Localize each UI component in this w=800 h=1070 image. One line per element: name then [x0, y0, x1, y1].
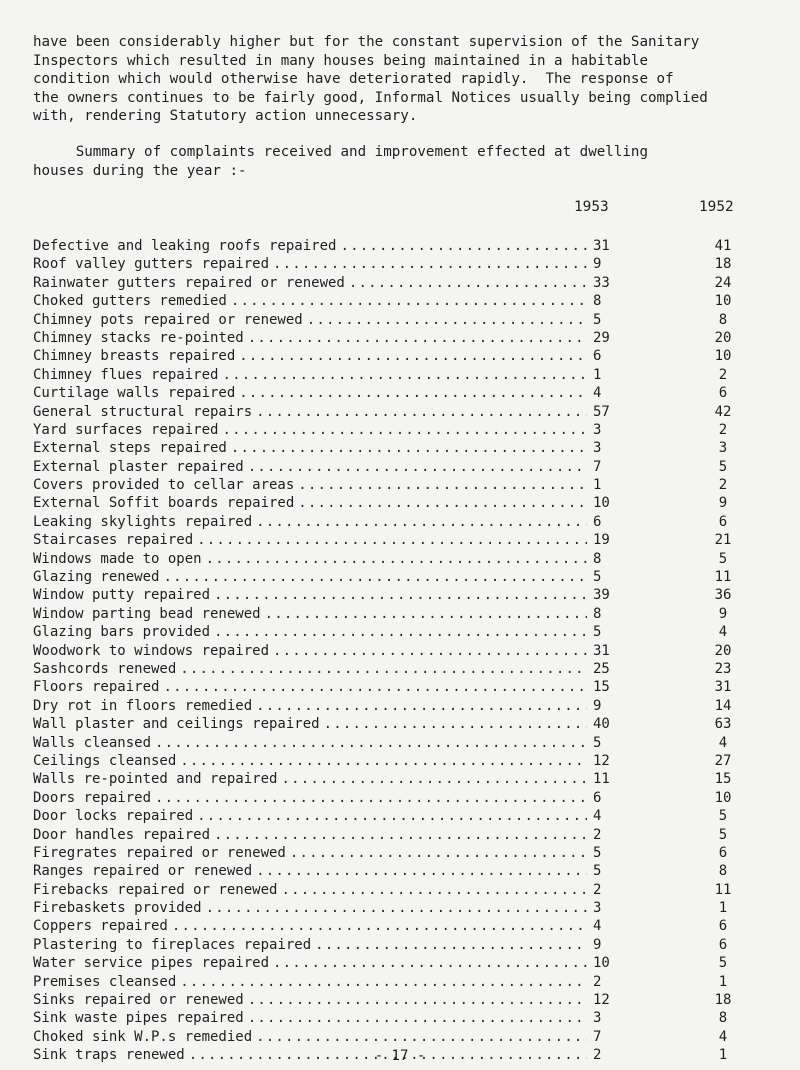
value-1952: 9: [718, 605, 728, 622]
row-label: Choked sink W.P.s remedied: [33, 1028, 253, 1045]
dot-leader: [256, 862, 587, 880]
summary-table: [33, 237, 753, 1065]
dot-leader: [231, 439, 587, 457]
table-row: [33, 752, 753, 770]
value-1953: 33: [593, 274, 610, 291]
row-label: Roof valley gutters repaired: [33, 256, 270, 273]
value-1952: 5: [718, 955, 728, 972]
table-row: [33, 844, 753, 862]
summary-line: Summary of complaints received and improvement effected at dwelling: [33, 144, 649, 160]
row-label: Glazing renewed: [33, 569, 160, 586]
table-row: [33, 623, 753, 641]
column-header-1952: 1952: [699, 199, 734, 215]
dot-leader: [298, 476, 587, 494]
value-1953: 10: [593, 955, 610, 972]
value-1953: 2: [593, 881, 602, 898]
row-label: External plaster repaired: [33, 458, 244, 475]
value-1952: 6: [718, 385, 728, 402]
row-label: Firebaskets provided: [33, 900, 202, 917]
row-label: External steps repaired: [33, 440, 227, 457]
table-row: [33, 605, 753, 623]
table-row: [33, 991, 753, 1009]
table-row: [33, 862, 753, 880]
dot-leader: [273, 954, 587, 972]
dot-leader: [273, 255, 587, 273]
value-1953: 40: [593, 716, 610, 733]
value-1952: 9: [718, 495, 728, 512]
dot-leader: [163, 678, 587, 696]
row-label: Defective and leaking roofs repaired: [33, 238, 337, 254]
value-1952: 6: [718, 936, 728, 953]
value-1952: 4: [718, 1028, 728, 1045]
table-row: [33, 770, 753, 788]
row-label: Water service pipes repaired: [33, 955, 270, 972]
table-row: [33, 734, 753, 752]
row-label: Door locks repaired: [33, 808, 194, 825]
value-1952: 10: [714, 789, 732, 806]
table-row: [33, 311, 753, 329]
table-row: [33, 881, 753, 899]
row-label: Window putty repaired: [33, 587, 211, 604]
row-label: Floors repaired: [33, 679, 160, 696]
value-1953: 6: [593, 513, 602, 530]
value-1952: 10: [714, 293, 732, 310]
dot-leader: [265, 605, 587, 623]
row-label: Dry rot in floors remedied: [33, 697, 253, 714]
table-row: [33, 513, 753, 531]
value-1953: 29: [593, 329, 610, 346]
value-1952: 8: [718, 863, 728, 880]
value-1952: 8: [718, 1010, 728, 1027]
row-label: Staircases repaired: [33, 532, 194, 549]
value-1952: 23: [714, 660, 732, 677]
table-row: [33, 936, 753, 954]
row-label: Ranges repaired or renewed: [33, 863, 253, 880]
value-1952: 21: [714, 532, 732, 549]
row-label: Doors repaired: [33, 789, 152, 806]
intro-line: with, rendering Statutory action unnecessary.: [33, 108, 418, 124]
value-1952: 8: [718, 311, 728, 328]
table-row: [33, 274, 753, 292]
row-label: Curtilage walls repaired: [33, 385, 236, 402]
value-1953: 3: [593, 900, 602, 917]
dot-leader: [180, 973, 587, 991]
value-1952: 14: [714, 697, 732, 714]
row-label: General structural repairs: [33, 403, 253, 420]
row-label: Walls re-pointed and repaired: [33, 771, 278, 788]
column-header-1953: 1953: [574, 199, 609, 215]
dot-leader: [273, 642, 587, 660]
value-1953: 1: [593, 366, 602, 383]
dot-leader: [197, 531, 587, 549]
dot-leader: [222, 421, 587, 439]
table-row: [33, 899, 753, 917]
value-1952: 4: [718, 624, 728, 641]
value-1952: 6: [718, 513, 728, 530]
row-label: Coppers repaired: [33, 918, 168, 935]
page-number: - 17 -: [374, 1048, 426, 1064]
row-label: Chimney flues repaired: [33, 366, 219, 383]
row-label: Plastering to fireplaces repaired: [33, 936, 312, 953]
summary-line: houses during the year :-: [33, 162, 247, 179]
value-1953: 15: [593, 679, 610, 696]
table-row: [33, 403, 753, 421]
summary-heading: [33, 143, 773, 180]
value-1953: 57: [593, 403, 610, 420]
value-1953: 4: [593, 808, 602, 825]
value-1953: 12: [593, 992, 610, 1009]
dot-leader: [324, 715, 587, 733]
dot-leader: [248, 1009, 587, 1027]
table-row: [33, 366, 753, 384]
row-label: Firegrates repaired or renewed: [33, 844, 286, 861]
value-1953: 8: [593, 605, 602, 622]
value-1952: 18: [714, 992, 732, 1009]
table-row: [33, 439, 753, 457]
dot-leader: [349, 274, 587, 292]
value-1952: 4: [718, 734, 728, 751]
dot-leader: [206, 899, 587, 917]
value-1952: 1: [718, 1047, 728, 1064]
value-1953: 2: [593, 826, 602, 843]
table-row: [33, 586, 753, 604]
dot-leader: [163, 568, 587, 586]
dot-leader: [214, 826, 587, 844]
table-row: [33, 237, 753, 255]
value-1953: 8: [593, 550, 602, 567]
dot-leader: [248, 329, 587, 347]
dot-leader: [315, 936, 587, 954]
value-1953: 2: [593, 1047, 602, 1064]
value-1952: 41: [714, 238, 732, 254]
row-label: Window parting bead renewed: [33, 605, 261, 622]
table-row: [33, 476, 753, 494]
value-1953: 7: [593, 1028, 602, 1045]
value-1953: 5: [593, 863, 602, 880]
dot-leader: [256, 403, 587, 421]
dot-leader: [206, 550, 587, 568]
intro-line: Inspectors which resulted in many houses being maintained in a habitable: [33, 52, 648, 69]
dot-leader: [172, 917, 587, 935]
row-label: Covers provided to cellar areas: [33, 477, 295, 494]
table-row: [33, 384, 753, 402]
value-1952: 31: [714, 679, 732, 696]
dot-leader: [222, 366, 587, 384]
row-label: Wall plaster and ceilings repaired: [33, 716, 320, 733]
value-1953: 5: [593, 844, 602, 861]
value-1953: 31: [593, 642, 610, 659]
dot-leader: [214, 623, 587, 641]
dot-leader: [298, 494, 587, 512]
row-label: Chimney breasts repaired: [33, 348, 236, 365]
dot-leader: [197, 807, 587, 825]
dot-leader: [180, 752, 587, 770]
value-1952: 5: [718, 458, 728, 475]
row-label: Chimney pots repaired or renewed: [33, 311, 303, 328]
row-label: Sink waste pipes repaired: [33, 1010, 244, 1027]
value-1953: 31: [593, 238, 610, 254]
table-row: [33, 494, 753, 512]
table-row: [33, 329, 753, 347]
row-label: Glazing bars provided: [33, 624, 211, 641]
row-label: Choked gutters remedied: [33, 293, 227, 310]
row-label: Sashcords renewed: [33, 660, 177, 677]
dot-leader: [256, 513, 587, 531]
dot-leader: [248, 458, 587, 476]
dot-leader: [340, 237, 587, 255]
value-1953: 3: [593, 1010, 602, 1027]
value-1953: 5: [593, 311, 602, 328]
value-1952: 15: [714, 771, 732, 788]
table-row: [33, 973, 753, 991]
value-1952: 20: [714, 642, 732, 659]
value-1952: 2: [718, 366, 728, 383]
row-label: Firebacks repaired or renewed: [33, 881, 278, 898]
table-row: [33, 347, 753, 365]
intro-paragraph: [33, 33, 788, 126]
dot-leader: [239, 347, 587, 365]
row-label: Walls cleansed: [33, 734, 152, 751]
value-1953: 6: [593, 789, 602, 806]
row-label: Ceilings cleansed: [33, 752, 177, 769]
table-row: [33, 660, 753, 678]
row-label: External Soffit boards repaired: [33, 495, 295, 512]
value-1953: 1: [593, 477, 602, 494]
table-row: [33, 917, 753, 935]
row-label: Premises cleansed: [33, 973, 177, 990]
table-row: [33, 697, 753, 715]
value-1952: 1: [718, 973, 728, 990]
dot-leader: [290, 844, 587, 862]
value-1953: 7: [593, 458, 602, 475]
value-1953: 3: [593, 421, 602, 438]
value-1953: 3: [593, 440, 602, 457]
row-label: Windows made to open: [33, 550, 202, 567]
value-1953: 5: [593, 624, 602, 641]
dot-leader: [231, 292, 587, 310]
value-1952: 42: [714, 403, 732, 420]
dot-leader: [239, 384, 587, 402]
value-1952: 36: [714, 587, 732, 604]
value-1952: 1: [718, 900, 728, 917]
dot-leader: [281, 881, 587, 899]
dot-leader: [307, 311, 587, 329]
row-label: Rainwater gutters repaired or renewed: [33, 274, 345, 291]
value-1952: 6: [718, 844, 728, 861]
value-1952: 3: [718, 440, 728, 457]
value-1952: 5: [718, 550, 728, 567]
table-row: [33, 678, 753, 696]
value-1952: 2: [718, 421, 728, 438]
row-label: Leaking skylights repaired: [33, 513, 253, 530]
table-row: [33, 826, 753, 844]
value-1953: 9: [593, 697, 602, 714]
intro-line: the owners continues to be fairly good, Informal Notices usually being complied: [33, 89, 708, 106]
table-row: [33, 642, 753, 660]
value-1953: 4: [593, 385, 602, 402]
intro-line: condition which would otherwise have deteriorated rapidly. The response of: [33, 71, 674, 87]
value-1953: 4: [593, 918, 602, 935]
table-row: [33, 292, 753, 310]
value-1953: 5: [593, 734, 602, 751]
row-label: Chimney stacks re-pointed: [33, 329, 244, 346]
value-1952: 10: [714, 348, 732, 365]
dot-leader: [214, 586, 587, 604]
table-row: [33, 1009, 753, 1027]
row-label: Woodwork to windows repaired: [33, 642, 270, 659]
dot-leader: [256, 697, 587, 715]
value-1952: 27: [714, 752, 732, 769]
dot-leader: [155, 734, 587, 752]
value-1953: 6: [593, 348, 602, 365]
table-row: [33, 954, 753, 972]
dot-leader: [256, 1028, 587, 1046]
value-1952: 63: [714, 716, 732, 733]
value-1953: 9: [593, 256, 602, 273]
value-1953: 19: [593, 532, 610, 549]
value-1953: 25: [593, 660, 610, 677]
value-1952: 5: [718, 826, 728, 843]
table-row: [33, 789, 753, 807]
value-1953: 5: [593, 569, 602, 586]
value-1953: 12: [593, 752, 610, 769]
value-1953: 11: [593, 771, 610, 788]
table-row: [33, 421, 753, 439]
value-1952: 18: [714, 256, 732, 273]
table-row: [33, 550, 753, 568]
row-label: Yard surfaces repaired: [33, 421, 219, 438]
intro-line: have been considerably higher but for the constant supervision of the Sanitary: [33, 34, 700, 50]
dot-leader: [155, 789, 587, 807]
value-1952: 11: [714, 881, 732, 898]
value-1952: 24: [714, 274, 732, 291]
value-1952: 6: [718, 918, 728, 935]
value-1952: 5: [718, 808, 728, 825]
table-row: [33, 1028, 753, 1046]
row-label: Sinks repaired or renewed: [33, 992, 244, 1009]
value-1953: 2: [593, 973, 602, 990]
value-1952: 20: [714, 329, 732, 346]
table-row: [33, 531, 753, 549]
value-1952: 2: [718, 477, 728, 494]
row-label: Sink traps renewed: [33, 1047, 185, 1064]
value-1953: 39: [593, 587, 610, 604]
table-row: [33, 255, 753, 273]
value-1953: 9: [593, 936, 602, 953]
table-row: [33, 458, 753, 476]
table-row: [33, 807, 753, 825]
row-label: Door handles repaired: [33, 826, 211, 843]
value-1952: 11: [714, 569, 732, 586]
dot-leader: [180, 660, 587, 678]
value-1953: 8: [593, 293, 602, 310]
dot-leader: [248, 991, 587, 1009]
value-1953: 10: [593, 495, 610, 512]
table-row: [33, 715, 753, 733]
dot-leader: [281, 770, 587, 788]
table-row: [33, 568, 753, 586]
